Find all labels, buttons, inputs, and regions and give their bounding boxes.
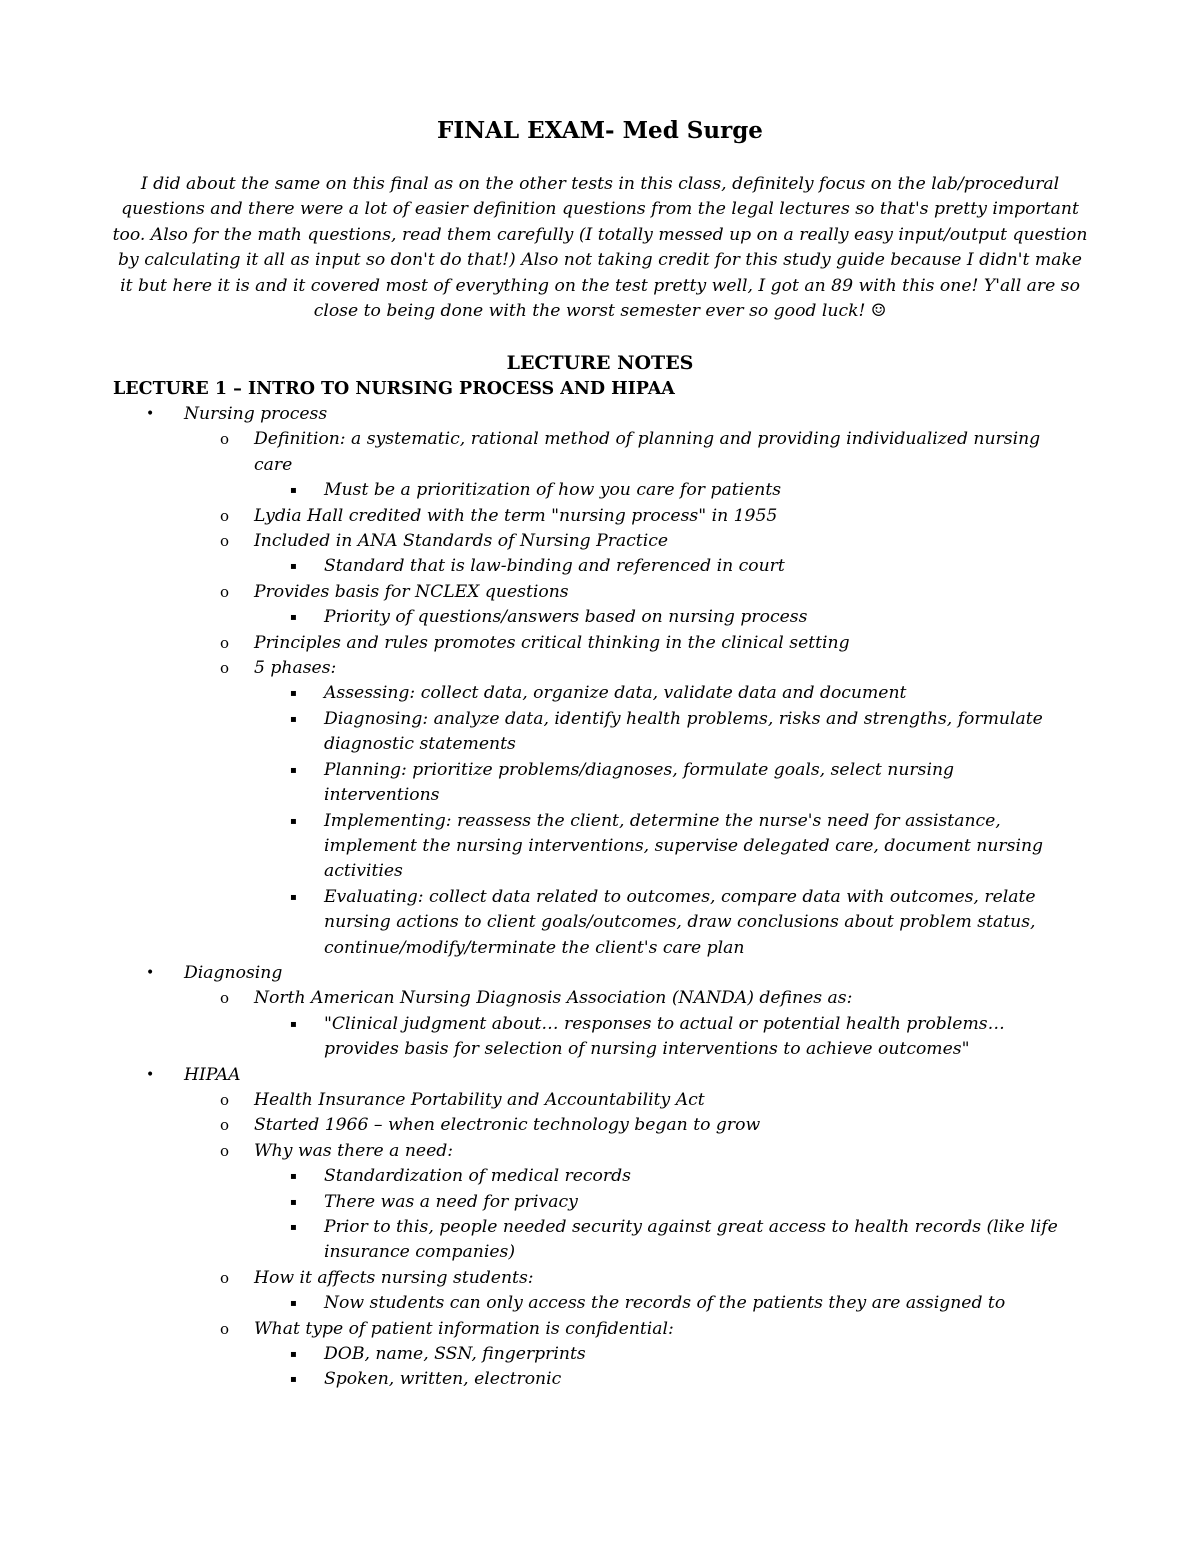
list-item-text: Why was there a need:: [254, 1140, 454, 1161]
list-item-text: "Clinical judgment about… responses to actual or potential health problems… provides basis for selection of nursing interventions to achieve outcomes": [324, 1013, 1005, 1060]
bullet-marker: ▪: [290, 713, 297, 725]
bullet-marker: o: [220, 430, 230, 449]
list-item: [0, 1215, 1200, 1266]
list-item: [0, 478, 1200, 503]
bullet-marker: o: [220, 989, 230, 1008]
list-item-text: Implementing: reassess the client, determine the nurse's need for assistance, implement the nursing interventions, supervise delegated care, document nursing activities: [324, 810, 1044, 882]
bullet-marker: o: [220, 506, 230, 525]
list-item: [0, 529, 1200, 554]
list-item-text: Planning: prioritize problems/diagnoses, formulate goals, select nursing interventions: [324, 759, 955, 806]
bullet-marker: ▪: [290, 815, 297, 827]
bullet-marker: o: [220, 1319, 230, 1338]
list-item-text: Assessing: collect data, organize data, validate data and document: [324, 683, 907, 704]
list-item-text: Diagnosing: analyze data, identify health problems, risks and strengths, formulate diagnostic statements: [324, 708, 1043, 755]
list-item: [0, 809, 1200, 885]
bullet-marker: ▪: [290, 891, 297, 903]
list-item-text: Started 1966 – when electronic technology began to grow: [254, 1115, 761, 1136]
bullet-marker: ▪: [290, 688, 297, 700]
list-item: [0, 1088, 1200, 1113]
bullet-marker: o: [220, 659, 230, 678]
list-item-text: Must be a prioritization of how you care for patients: [324, 480, 782, 501]
bullet-marker: ▪: [290, 561, 297, 573]
list-item-text: DOB, name, SSN, fingerprints: [324, 1344, 586, 1365]
list-item-text: Health Insurance Portability and Accountability Act: [254, 1089, 705, 1110]
list-item-text: North American Nursing Diagnosis Association (NANDA) defines as:: [254, 988, 853, 1009]
list-item-text: Principles and rules promotes critical thinking in the clinical setting: [254, 632, 850, 653]
list-item: [0, 1367, 1200, 1392]
list-item-text: Spoken, written, electronic: [324, 1369, 562, 1390]
intro-paragraph: I did about the same on this final as on the other tests in this class, definitely focus on the lab/procedural questions and there were a lot of easier definition questions from the legal lectures so that's pretty important too. Also for the math questions, read them carefully (I totally messed up on a really easy input/output question by calculating it all as input so don't do that!) Also not taking credit for this study guide because I didn't make it but here it is and it covered most of everything on the test pretty well, I got an 89 with this one! Y'all are so close to being done with the worst semester ever so good luck! ☺: [112, 174, 1088, 322]
list-item: [0, 961, 1200, 986]
list-item-text: What type of patient information is confidential:: [254, 1318, 674, 1339]
list-item-text: HIPAA: [184, 1064, 241, 1085]
list-item: [0, 554, 1200, 579]
list-item-text: 5 phases:: [254, 658, 337, 679]
list-item-text: How it affects nursing students:: [254, 1267, 534, 1288]
bullet-marker: o: [220, 1141, 230, 1160]
section-heading: LECTURE NOTES: [506, 352, 694, 374]
list-item: [0, 707, 1200, 758]
list-item: [0, 986, 1200, 1011]
bullet-marker: ▪: [290, 1171, 297, 1183]
list-item: [0, 1342, 1200, 1367]
list-item: [0, 1139, 1200, 1164]
list-item: [0, 631, 1200, 656]
bullet-marker: ▪: [290, 764, 297, 776]
list-item: [0, 402, 1200, 427]
list-item: [0, 1317, 1200, 1342]
list-item-text: Priority of questions/answers based on nursing process: [324, 607, 808, 628]
list-item-text: Provides basis for NCLEX questions: [254, 581, 569, 602]
bullet-marker: ▪: [290, 1222, 297, 1233]
list-item: [0, 1291, 1200, 1316]
list-item: [0, 1012, 1200, 1063]
bullet-marker: o: [220, 633, 230, 652]
list-item: [0, 504, 1200, 529]
list-item: [0, 1063, 1200, 1088]
bullet-marker: •: [146, 964, 155, 981]
lecture-heading: LECTURE 1 – INTRO TO NURSING PROCESS AND HIPAA: [113, 379, 675, 399]
list-item: [0, 1266, 1200, 1291]
list-item: [0, 427, 1200, 478]
list-item-text: Lydia Hall credited with the term "nursing process" in 1955: [254, 505, 778, 526]
bullet-marker: •: [146, 406, 155, 422]
list-item: [0, 580, 1200, 605]
bullet-marker: ▪: [290, 1018, 297, 1030]
list-item-text: Nursing process: [184, 404, 328, 424]
list-item-text: Evaluating: collect data related to outcomes, compare data with outcomes, relate nursing actions to client goals/outcomes, draw conclusions about problem status, continue/modify/terminate the client's care plan: [324, 886, 1036, 958]
notes-list: [0, 402, 1200, 1393]
list-item: [0, 758, 1200, 809]
document-title: FINAL EXAM- Med Surge: [437, 117, 763, 144]
list-item: [0, 656, 1200, 681]
list-item-text: Diagnosing: [184, 962, 283, 983]
list-item-text: Standard that is law-binding and referenced in court: [324, 556, 785, 577]
list-item-text: Prior to this, people needed security against great access to health records (like life insurance companies): [324, 1217, 1058, 1263]
list-item-text: Included in ANA Standards of Nursing Practice: [254, 531, 669, 552]
list-item-text: Now students can only access the records of the patients they are assigned to: [324, 1293, 1006, 1314]
bullet-marker: ▪: [290, 1196, 297, 1208]
bullet-marker: o: [220, 532, 230, 551]
list-item: [0, 1190, 1200, 1215]
list-item: [0, 1164, 1200, 1189]
bullet-marker: ▪: [290, 1349, 297, 1361]
list-item-text: Standardization of medical records: [324, 1166, 631, 1187]
bullet-marker: ▪: [290, 1374, 297, 1386]
bullet-marker: o: [220, 1268, 230, 1287]
list-item-text: Definition: a systematic, rational method of planning and providing individualized nursing care: [254, 429, 1041, 475]
bullet-marker: o: [220, 1116, 230, 1135]
list-item: [0, 681, 1200, 706]
bullet-marker: o: [220, 1090, 230, 1109]
list-item: [0, 1113, 1200, 1138]
list-item: [0, 605, 1200, 630]
list-item-text: There was a need for privacy: [324, 1191, 578, 1212]
bullet-marker: ▪: [290, 612, 297, 624]
bullet-marker: •: [146, 1066, 155, 1083]
bullet-marker: ▪: [290, 1298, 297, 1310]
bullet-marker: ▪: [290, 485, 297, 497]
list-item: [0, 885, 1200, 961]
bullet-marker: o: [220, 582, 230, 601]
